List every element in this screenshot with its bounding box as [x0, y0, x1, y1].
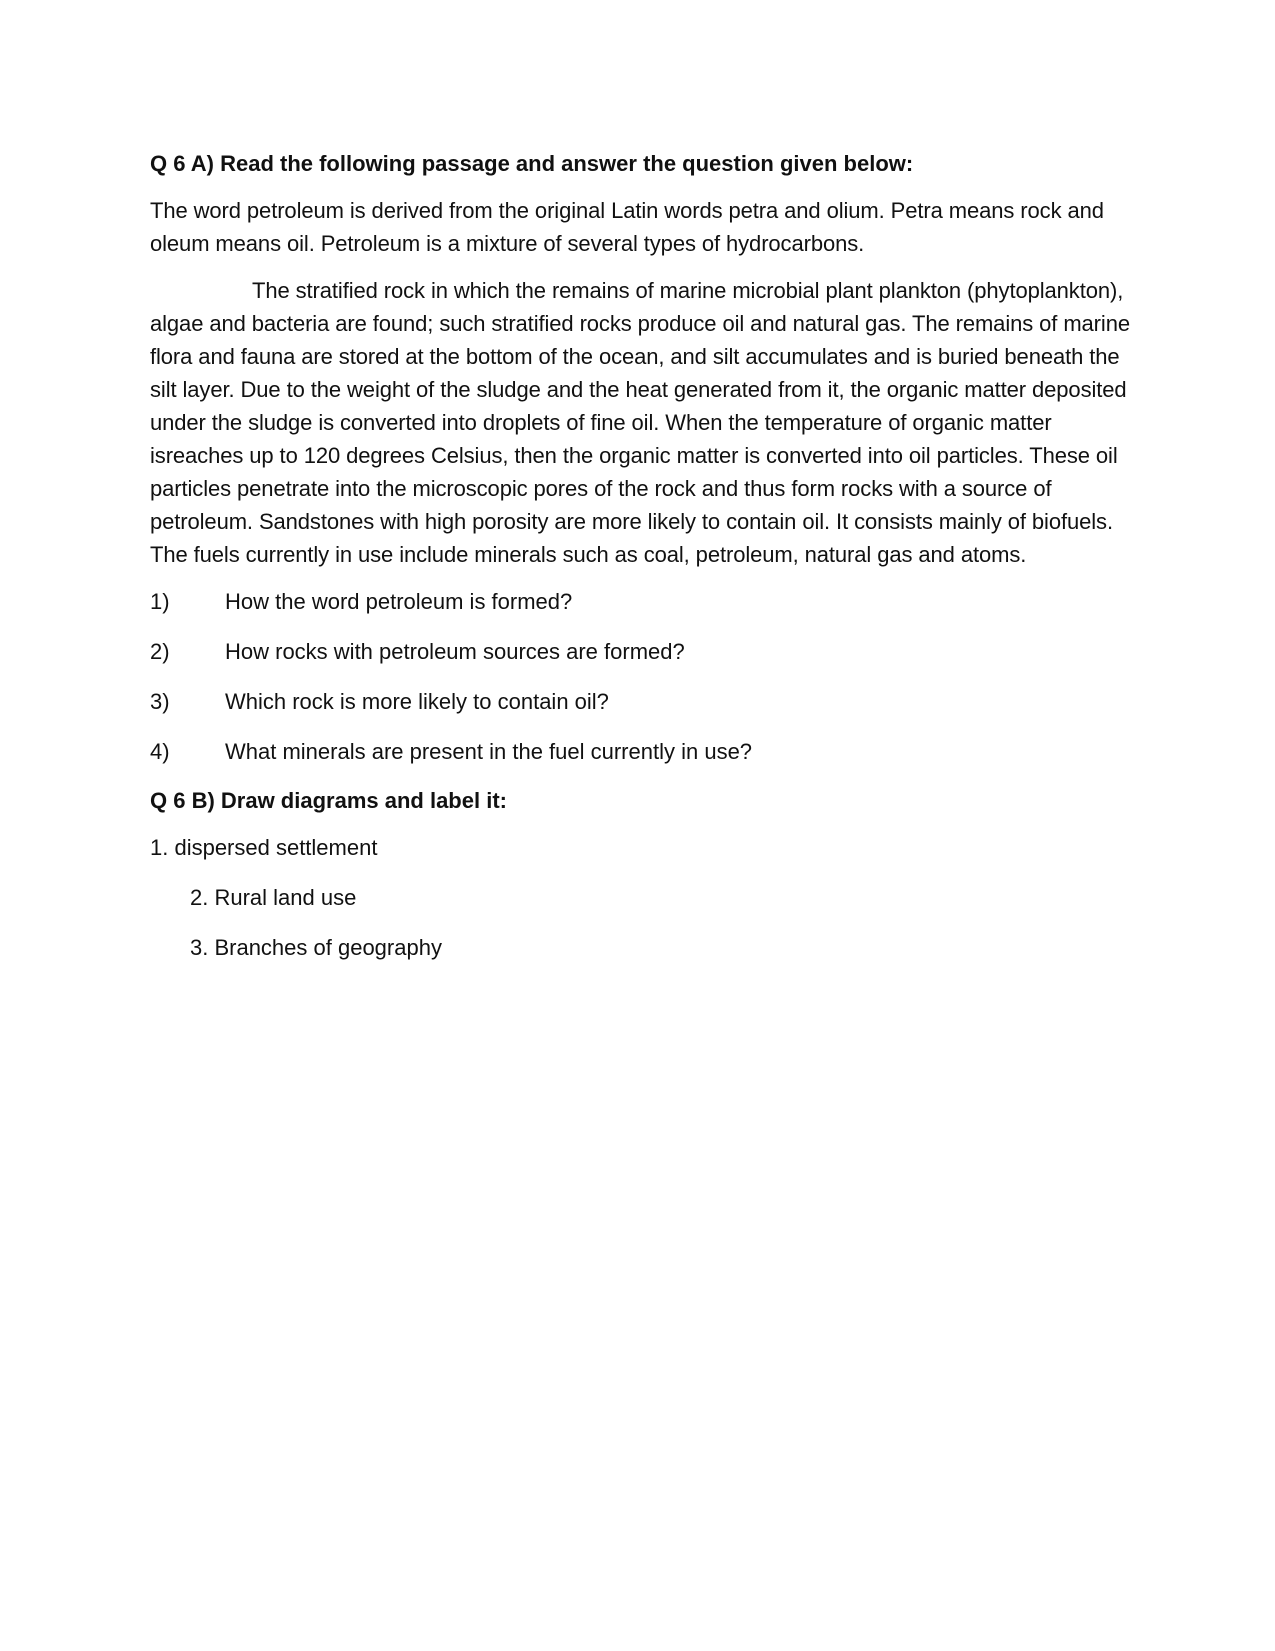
question-number: 3) [150, 689, 170, 714]
question-number: 4) [150, 739, 170, 764]
passage-paragraph-2: The stratified rock in which the remains of marine microbial plant plankton (phytoplankton), algae and bacteria are found; such stratified rocks produce oil and natural gas. The remains of marine flora and fauna are stored at the bottom of the ocean, and silt accumulates and is buried beneath the silt layer. Due to the weight of the sludge and the heat generated from it, the organic matter deposited under the sludge is converted into droplets of fine oil. When the temperature of organic matter isreaches up to 120 degrees Celsius, then the organic matter is converted into oil particles. These oil particles penetrate into the microscopic pores of the rock and thus form rocks with a source of petroleum. Sandstones with high porosity are more likely to contain oil. It consists mainly of biofuels. The fuels currently in use include minerals such as coal, petroleum, natural gas and atoms. [150, 278, 1130, 567]
document-page [150, 148, 1130, 981]
question-text: What minerals are present in the fuel currently in use? [225, 739, 753, 764]
question-text: Which rock is more likely to contain oil? [225, 689, 609, 714]
question-item [150, 585, 1130, 618]
question-number: 2) [150, 639, 170, 664]
question-text: How the word petroleum is formed? [225, 589, 573, 614]
diagram-item-rural-land-use: 2. Rural land use [190, 885, 357, 910]
question-number: 1) [150, 589, 170, 614]
diagram-item-dispersed-settlement: 1. dispersed settlement [150, 835, 378, 860]
diagram-item-branches-of-geography: 3. Branches of geography [190, 935, 442, 960]
question-item [150, 735, 1130, 768]
section-b-heading: Q 6 B) Draw diagrams and label it: [150, 788, 507, 813]
section-a-heading: Q 6 A) Read the following passage and answer the question given below: [150, 151, 914, 176]
passage-paragraph-1: The word petroleum is derived from the original Latin words petra and olium. Petra means rock and oleum means oil. Petroleum is a mixture of several types of hydrocarbons. [150, 198, 1104, 256]
question-text: How rocks with petroleum sources are formed? [225, 639, 685, 664]
question-list [150, 585, 1130, 768]
question-item [150, 685, 1130, 718]
question-item [150, 635, 1130, 668]
